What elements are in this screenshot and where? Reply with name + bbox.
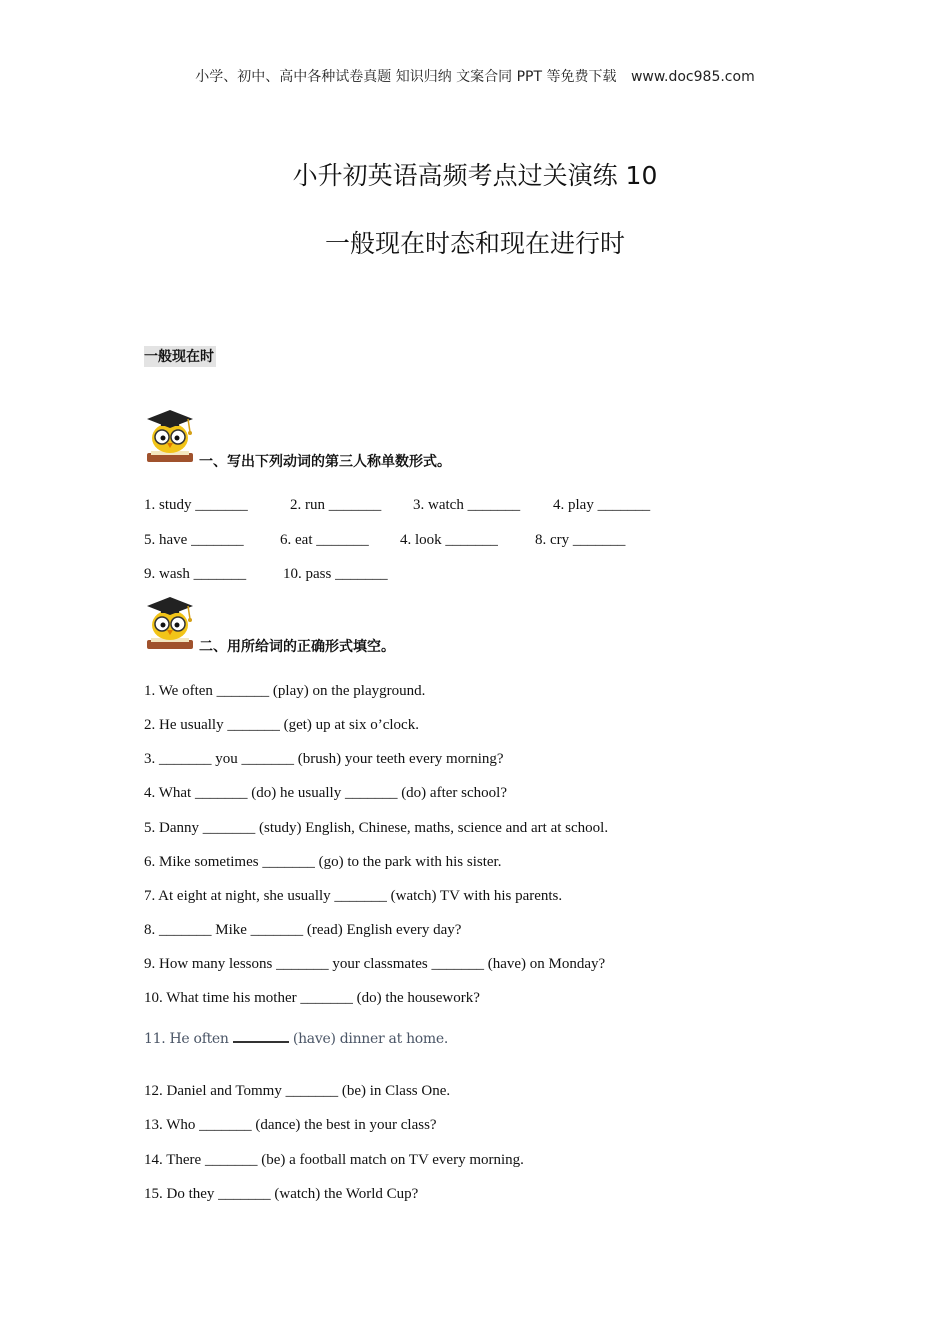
exercise-item: 13. Who _______ (dance) the best in your class? — [144, 1117, 437, 1133]
section-label: 一般现在时 — [144, 346, 216, 367]
exercise-item: 8. _______ Mike _______ (read) English every day? — [144, 922, 462, 938]
exercise-item: 10. What time his mother _______ (do) the housework? — [144, 990, 480, 1006]
page-header — [0, 66, 950, 86]
doc-title: 小升初英语高频考点过关演练 10 — [292, 161, 658, 190]
exercise-item: 5. Danny _______ (study) English, Chinese, maths, science and art at school. — [144, 820, 609, 836]
verb-item: 10. pass _______ — [283, 566, 388, 582]
header-text: 小学、初中、高中各种试卷真题 知识归纳 文案合同 PPT 等免费下载 — [195, 69, 617, 85]
answer-blank — [233, 1029, 289, 1043]
owl-graduate-icon — [143, 595, 197, 651]
part2-title: 二、用所给词的正确形式填空。 — [199, 639, 395, 655]
exercise-item: 1. We often _______ (play) on the playground. — [144, 683, 426, 699]
verb-item: 8. cry _______ — [535, 532, 626, 548]
part1-title: 一、写出下列动词的第三人称单数形式。 — [199, 454, 451, 470]
verb-item: 9. wash _______ — [144, 566, 247, 582]
exercise-item: 3. _______ you _______ (brush) your teeth every morning? — [144, 751, 504, 767]
owl-graduate-icon — [143, 408, 197, 464]
exercise-item: 2. He usually _______ (get) up at six o’clock. — [144, 717, 419, 733]
verb-item: 2. run _______ — [290, 497, 382, 513]
exercise-item: 12. Daniel and Tommy _______ (be) in Class One. — [144, 1083, 451, 1099]
verb-item: 5. have _______ — [144, 532, 244, 548]
verb-item: 4. look _______ — [400, 532, 498, 548]
verb-item: 1. study _______ — [144, 497, 248, 513]
exercise-item: 14. There _______ (be) a football match on TV every morning. — [144, 1152, 524, 1168]
verb-item: 4. play _______ — [553, 497, 651, 513]
exercise-item: 4. What _______ (do) he usually _______ (do) after school? — [144, 785, 507, 801]
item11-after: (have) dinner at home. — [292, 1031, 449, 1047]
exercise-item: 6. Mike sometimes _______ (go) to the park with his sister. — [144, 854, 502, 870]
exercise-item: 7. At eight at night, she usually _______ (watch) TV with his parents. — [144, 888, 563, 904]
doc-subtitle: 一般现在时态和现在进行时 — [324, 229, 625, 258]
exercise-item-image — [144, 1029, 448, 1047]
item11-before: 11. He often — [144, 1031, 229, 1047]
exercise-item: 9. How many lessons _______ your classmates _______ (have) on Monday? — [144, 956, 606, 972]
verb-item: 6. eat _______ — [280, 532, 369, 548]
exercise-item: 15. Do they _______ (watch) the World Cup? — [144, 1186, 419, 1202]
verb-item: 3. watch _______ — [413, 497, 521, 513]
header-url[interactable]: www.doc985.com — [630, 69, 755, 85]
